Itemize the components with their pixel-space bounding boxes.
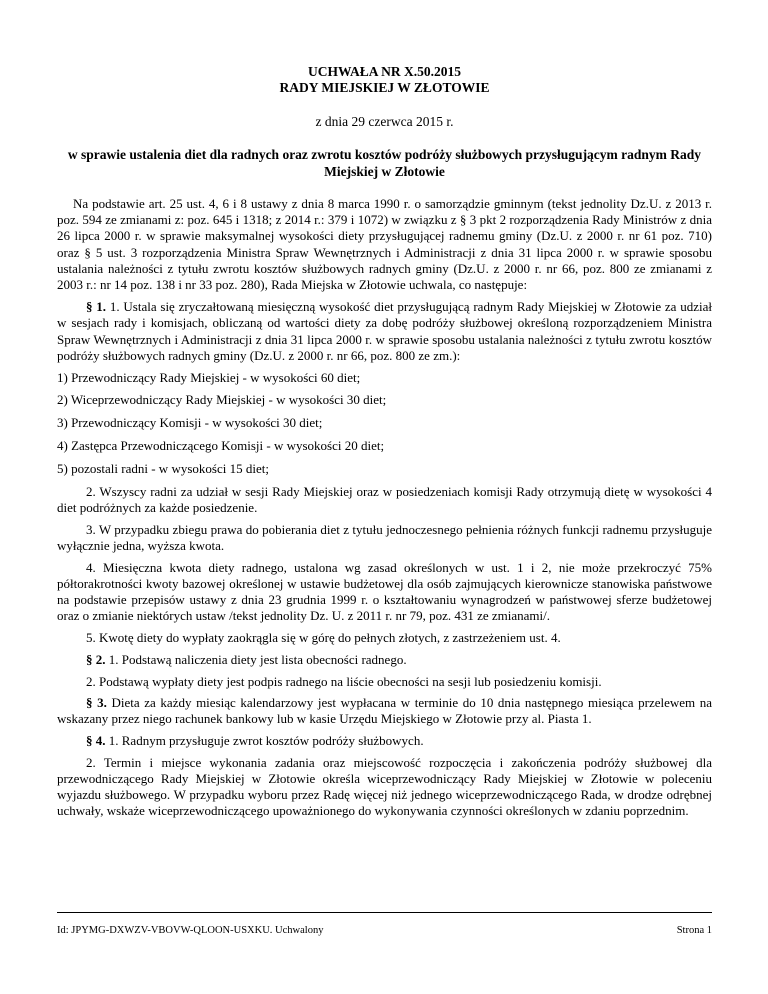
page-number: Strona 1 [676, 925, 712, 936]
section-1-mark: § 1. [86, 299, 107, 315]
resolution-body [57, 196, 712, 825]
resolution-subject: w sprawie ustalenia diet dla radnych oraz zwrotu kosztów podróży służbowych przysługującym radnym Rady Miejskiej w Złotowie [67, 147, 702, 179]
section-3-mark: § 3. [86, 695, 107, 711]
list-item: 2) Wiceprzewodniczący Rady Miejskiej - w wysokości 30 diet; [57, 392, 387, 408]
section-4-mark: § 4. [86, 733, 106, 749]
section-4-para-1 [57, 733, 712, 749]
section-2-para-1 [57, 652, 712, 668]
list-item: 1) Przewodniczący Rady Miejskiej - w wysokości 60 diet; [57, 369, 361, 385]
section-3-para-1 [57, 695, 712, 727]
section-1-para-4: 4. Miesięczna kwota diety radnego, ustalona wg zasad określonych w ust. 1 i 2, nie może przekroczyć 75% półtorakrotności kwoty bazowej określonej w ustawie budżetowej dla osób zajmujących kierownicze stanowiska państwowe na podstawie przepisów ustawy z dnia 23 grudnia 1999 r. o kształtowaniu wynagrodzeń w państwowej sferze budżetowej oraz o zmianie niektórych ustaw /tekst jednolity Dz. U. z 2011 r. nr 79, poz. 431 ze zmianami/. [57, 559, 712, 624]
preamble: Na podstawie art. 25 ust. 4, 6 i 8 ustawy z dnia 8 marca 1990 r. o samorządzie gminnym (tekst jednolity Dz.U. z 2013 r. poz. 594 ze zmianami z: poz. 645 i 1318; z 2014 r.: 379 i 1072) w związku z § 3 pkt 2 rozporządzenia Rady Ministrów z dnia 26 lipca 2000 r. w sprawie maksymalnej wysokości diety przysługującej radnemu gminy (Dz.U. z 2000 r. nr 61 poz. 710) oraz § 5 ust. 3 rozporządzenia Ministra Spraw Wewnętrznych i Administracji z dnia 31 lipca 2000 r. w sprawie sposobu ustalania należności z tytułu zwrotu kosztów służbowych radnych gminy (Dz.U. z 2000 r. nr 66, poz. 800 ze zmianami z 2003 r.: nr 14 poz. 138 i nr 33 poz. 280), Rada Miejska w Złotowie uchwala, co następuje: [57, 196, 712, 293]
list-item: 4) Zastępca Przewodniczącego Komisji - w wysokości 20 diet; [57, 438, 385, 454]
section-4-para-1-text: 1. Radnym przysługuje zwrot kosztów podróży służbowych. [108, 733, 424, 749]
section-1-para-1 [57, 299, 712, 364]
resolution-number: UCHWAŁA NR X.50.2015 [307, 64, 461, 79]
section-1-para-2: 2. Wszyscy radni za udział w sesji Rady Miejskiej oraz w posiedzeniach komisji Rady otrzymują dietę w wysokości 4 diet podróżnych za każde posiedzenie. [57, 483, 712, 516]
section-2-para-2: 2. Podstawą wypłaty diety jest podpis radnego na liście obecności na sesji lub posiedzeniu komisji. [86, 673, 602, 689]
section-2-para-1-text: 1. Podstawą naliczenia diety jest lista obecności radnego. [108, 651, 407, 667]
resolution-date: z dnia 29 czerwca 2015 r. [315, 114, 454, 129]
section-2-mark: § 2. [86, 651, 106, 667]
section-3-para-1-text: Dieta za każdy miesiąc kalendarzowy jest wypłacana w terminie do 10 dnia następnego miesiąca przelewem na wskazany przez niego rachunek bankowy lub w kasie Urzędu Miejskiego w Złotowie przy al. Piasta 1. [57, 695, 713, 727]
list-item: 3) Przewodniczący Komisji - w wysokości 30 diet; [57, 415, 323, 431]
footer-divider [57, 912, 712, 913]
section-1-para-3: 3. W przypadku zbiegu prawa do pobierania diet z tytułu jednoczesnego pełnienia różnych funkcji radnemu przysługuje wyłącznie jedna, wyższa kwota. [57, 521, 712, 554]
section-4-para-2: 2. Termin i miejsce wykonania zadania oraz miejscowość rozpoczęcia i zakończenia podróży służbowej dla przewodniczącego Rady Miejskiej w Złotowie określa wiceprzewodniczący Rady Miejskiej w Złotowie w poleceniu wyjazdu służbowego. W przypadku wyboru przez Radę więcej niż jednego wiceprzewodniczącego Rada, w drodze odrębnej uchwały, wskaże wiceprzewodniczącego upoważnionego do wykonywania czynności określonych w zdaniu poprzednim. [57, 754, 712, 819]
list-item: 5) pozostali radni - w wysokości 15 diet; [57, 461, 269, 477]
council-name: RADY MIEJSKIEJ W ZŁOTOWIE [279, 80, 490, 95]
document-id: Id: JPYMG-DXWZV-VBOVW-QLOON-USXKU. Uchwalony [57, 925, 324, 936]
section-1-para-1-text: 1. Ustala się zryczałtowaną miesięczną wysokość diet przysługującą radnym Rady Miejskiej w Złotowie za udział w sesjach rady i komisjach, obliczaną od wartości diety za dobę podróży służbowej określoną rozporządzeniem Ministra Spraw Wewnętrznych i Administracji z dnia 31 lipca 2000 r. w sprawie sposobu ustalania należności z tytułu zwrotu kosztów podróży służbowych radnych gminy (Dz.U. z 2000 r. nr 66, poz. 800 ze zm.): [57, 299, 712, 363]
section-1-para-5: 5. Kwotę diety do wypłaty zaokrągla się w górę do pełnych złotych, z zastrzeżeniem ust. 4. [86, 630, 561, 646]
